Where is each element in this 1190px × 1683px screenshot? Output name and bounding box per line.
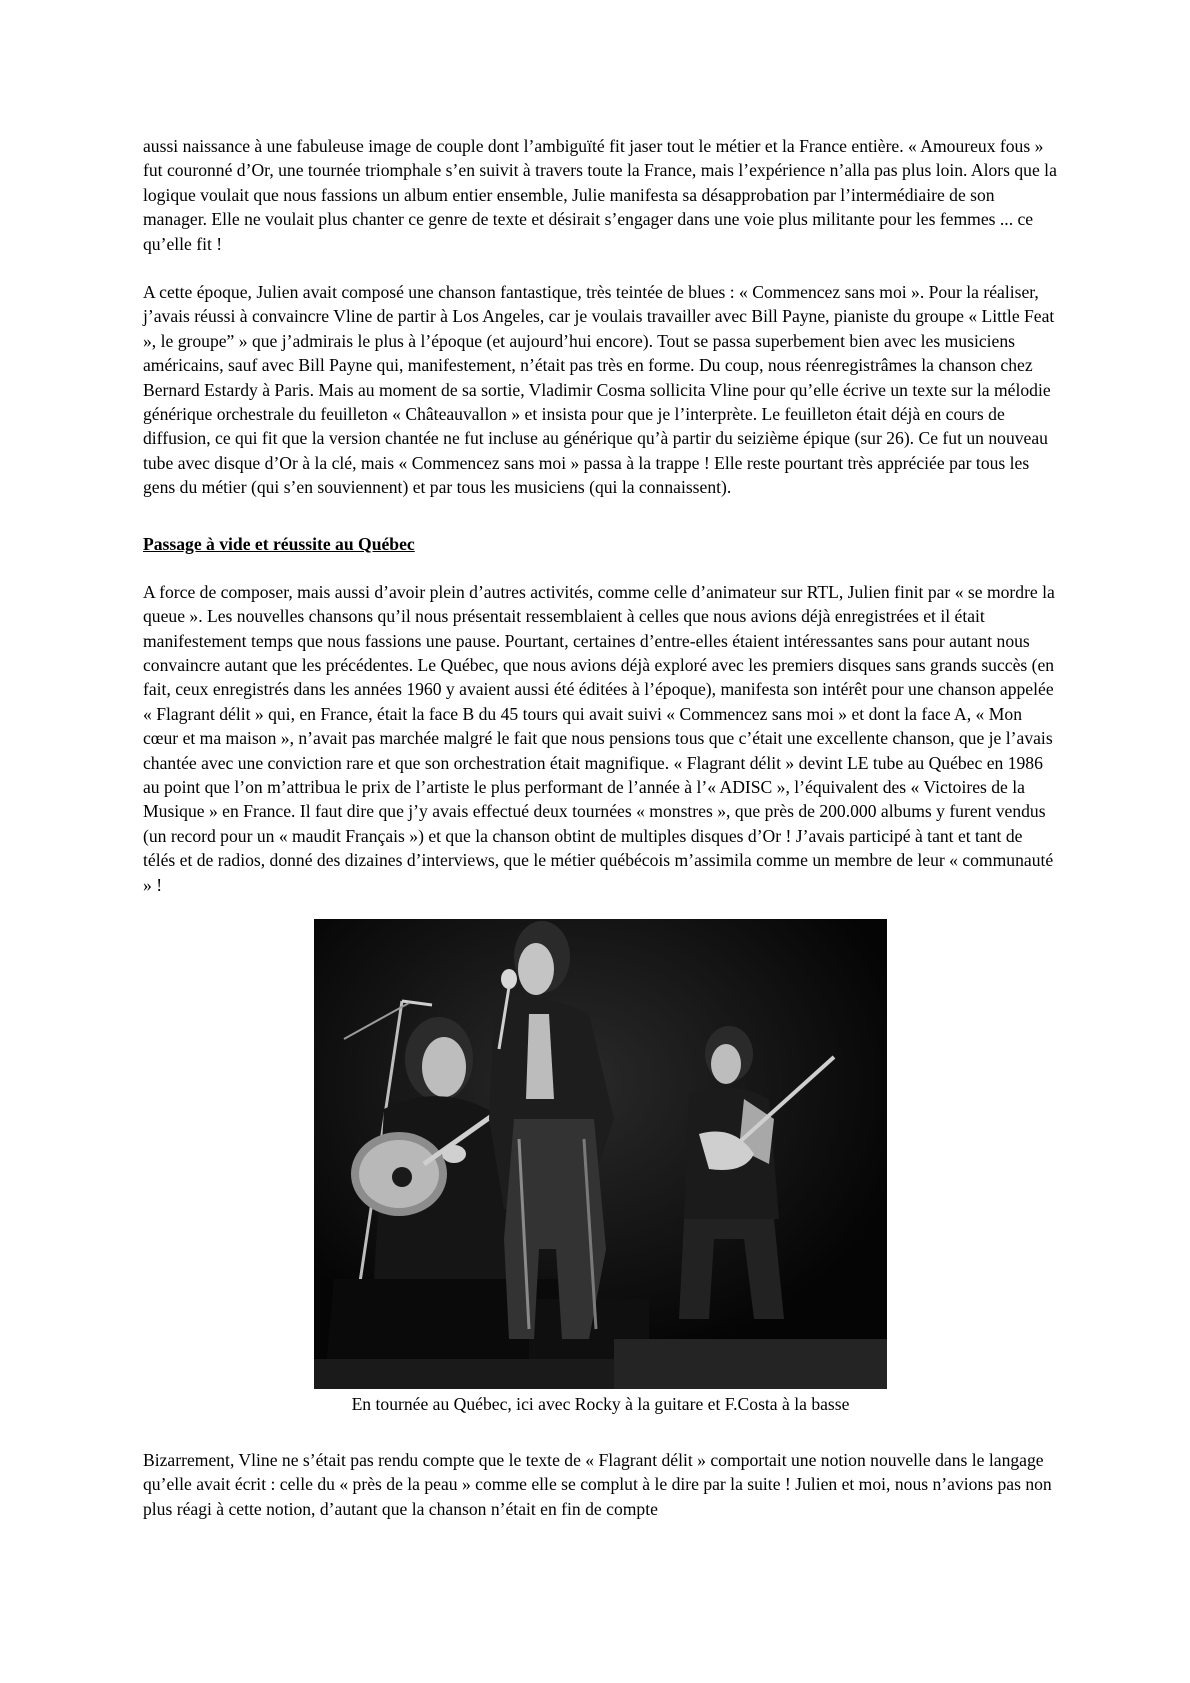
document-page bbox=[143, 134, 1058, 1521]
paragraph-3: A force de composer, mais aussi d’avoir plein d’autres activités, comme celle d’animateur sur RTL, Julien finit par « se mordre la queue ». Les nouvelles chansons qu’il nous présentait ressemblaient à celles que nous avions déjà enregistrées et il était manifestement temps que nous fassions une pause. Pourtant, certaines d’entre-elles étaient intéressantes sans pour autant nous convaincre autant que les précédentes. Le Québec, que nous avions déjà exploré avec les premiers disques sans grands succès (en fait, ceux enregistrés dans les années 1960 y avaient aussi été éditées à l’époque), manifesta son intérêt pour une chanson appelée « Flagrant délit » qui, en France, était la face B du 45 tours qui avait suivi « Commencez sans moi » et dont la face A, « Mon cœur et ma maison », n’avait pas marchée malgré le fait que nous pensions tous que c’était une excellente chanson, que je l’avais chantée avec une conviction rare et que son orchestration était magnifique. « Flagrant délit » devint LE tube au Québec en 1986 au point que l’on m’attribua le prix de l’artiste le plus performant de l’année à l’« ADISC », l’équivalent des « Victoires de la Musique » en France. Il faut dire que j’y avais effectué deux tournées « monstres », que près de 200.000 albums y furent vendus (un record pour un « maudit Français ») et que la chanson obtint de multiples disques d’Or ! J’avais participé à tant et tant de télés et de radios, donné des dizaines d’interviews, que le métier québécois m’assimila comme un membre de leur « communauté » ! bbox=[143, 581, 1055, 895]
section-heading: Passage à vide et réussite au Québec bbox=[143, 533, 415, 554]
paragraph-1: aussi naissance à une fabuleuse image de couple dont l’ambiguïté fit jaser tout le métier et la France entière. « Amoureux fous » fut couronné d’Or, une tournée triomphale s’en suivit à travers toute la France, mais l’expérience n’alla pas plus loin. Alors que la logique voulait que nous fassions un album entier ensemble, Julie manifesta sa désapprobation par l’intermédiaire de son manager. Elle ne voulait plus chanter ce genre de texte et désirait s’engager dans une voie plus militante pour les femmes ... ce qu’elle fit ! bbox=[143, 136, 1057, 254]
spacer bbox=[143, 1416, 1058, 1448]
paragraph-2: A cette époque, Julien avait composé une chanson fantastique, très teintée de blues : « Commencez sans moi ». Pour la réaliser, j’avais réussi à convaincre Vline de partir à Los Angeles, car je voulais travailler avec Bill Payne, pianiste du groupe « Little Feat », le groupe” » que j’admirais le plus à l’époque (et aujourd’hui encore). Tout se passa superbement bien avec les musiciens américains, sauf avec Bill Payne qui, manifestement, n’était pas très en forme. Du coup, nous réenregistrâmes la chanson chez Bernard Estardy à Paris. Mais au moment de sa sortie, Vladimir Cosma sollicita Vline pour qu’elle écrive un texte sur la mélodie générique orchestrale du feuilleton « Châteauvallon » et insista pour que je l’interprète. Le feuilleton était déjà en cours de diffusion, ce qui fit que la version chantée ne fut incluse au générique qu’à partir du seizième épique (sur 26). Ce fut un nouveau tube avec disque d’Or à la clé, mais « Commencez sans moi » passa à la trappe ! Elle reste pourtant très appréciée par tous les gens du métier (qui s’en souviennent) et par tous les musiciens (qui la connaissent). bbox=[143, 282, 1055, 498]
paragraph-4: Bizarrement, Vline ne s’était pas rendu compte que le texte de « Flagrant délit » comportait une notion nouvelle dans le langage qu’elle avait écrit : celle du « près de la peau » comme elle se complut à le dire par la suite ! Julien et moi, nous n’avions pas non plus réagi à cette notion, d’autant que la chanson n’était en fin de compte bbox=[143, 1449, 1052, 1519]
figure bbox=[143, 919, 1058, 1416]
spacer bbox=[143, 500, 1058, 532]
figure-caption: En tournée au Québec, ici avec Rocky à la guitare et F.Costa à la basse bbox=[351, 1393, 850, 1414]
spacer bbox=[143, 256, 1058, 280]
spacer bbox=[143, 556, 1058, 580]
concert-photo bbox=[314, 919, 887, 1389]
